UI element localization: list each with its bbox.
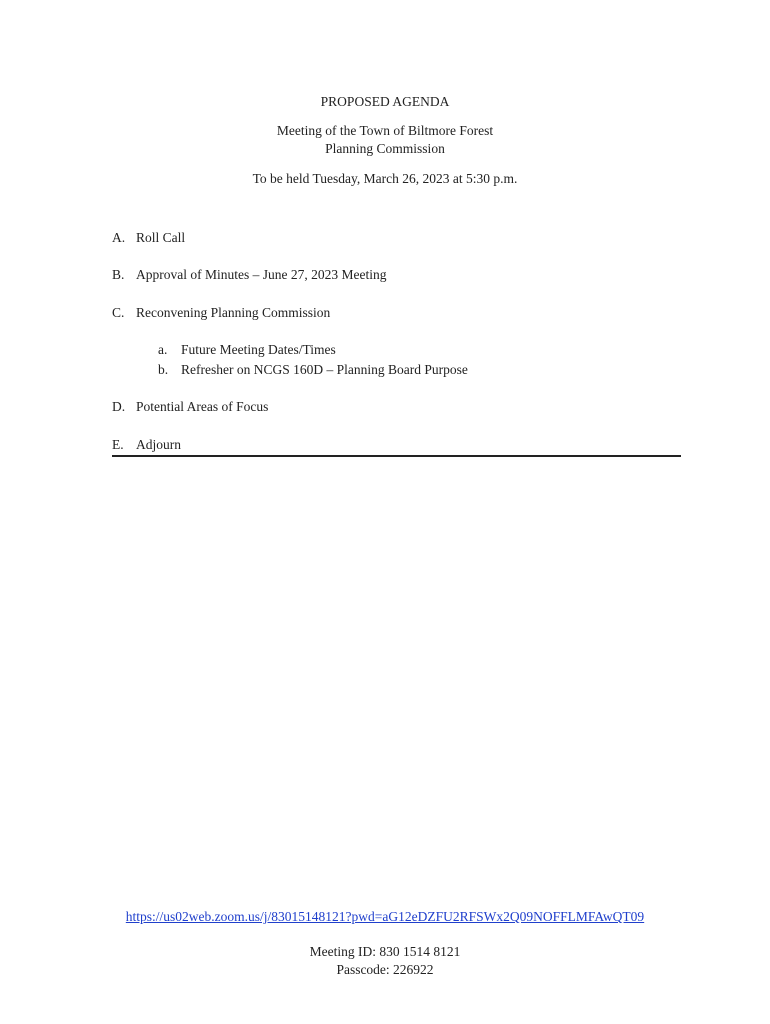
meeting-title-line2: Planning Commission	[325, 141, 445, 156]
zoom-meeting-link[interactable]: https://us02web.zoom.us/j/83015148121?pwd=aG12eDZFU2RFSWx2Q09NOFFLMFAwQT09	[125, 909, 645, 924]
meeting-title-line1: Meeting of the Town of Biltmore Forest	[276, 123, 494, 138]
agenda-item-d	[112, 399, 268, 415]
agenda-item-marker: C.	[112, 305, 125, 320]
agenda-subitem-a	[158, 342, 336, 358]
agenda-subitem-marker: a.	[158, 342, 168, 357]
meeting-schedule: To be held Tuesday, March 26, 2023 at 5:30 p.m.	[252, 171, 518, 186]
agenda-item-e	[112, 437, 181, 453]
section-divider	[112, 455, 681, 457]
agenda-item-b	[112, 267, 386, 283]
agenda-item-label: Adjourn	[136, 437, 181, 452]
zoom-link-line	[0, 909, 770, 925]
agenda-subitem-label: Refresher on NCGS 160D – Planning Board Purpose	[181, 362, 468, 377]
agenda-item-label: Roll Call	[136, 230, 186, 245]
agenda-item-c	[112, 305, 330, 321]
agenda-subitem-label: Future Meeting Dates/Times	[181, 342, 336, 357]
agenda-item-a	[112, 230, 185, 246]
agenda-item-label: Reconvening Planning Commission	[136, 305, 331, 320]
agenda-item-label: Approval of Minutes – June 27, 2023 Meeting	[136, 267, 387, 282]
passcode: Passcode: 226922	[336, 962, 434, 977]
agenda-item-label: Potential Areas of Focus	[136, 399, 269, 414]
agenda-item-marker: A.	[112, 230, 126, 245]
agenda-subitem-marker: b.	[158, 362, 169, 377]
agenda-item-marker: B.	[112, 267, 125, 282]
agenda-subitem-b	[158, 362, 468, 378]
agenda-title: PROPOSED AGENDA	[320, 94, 450, 109]
agenda-item-marker: E.	[112, 437, 124, 452]
meeting-id: Meeting ID: 830 1514 8121	[309, 944, 461, 959]
agenda-item-marker: D.	[112, 399, 126, 414]
